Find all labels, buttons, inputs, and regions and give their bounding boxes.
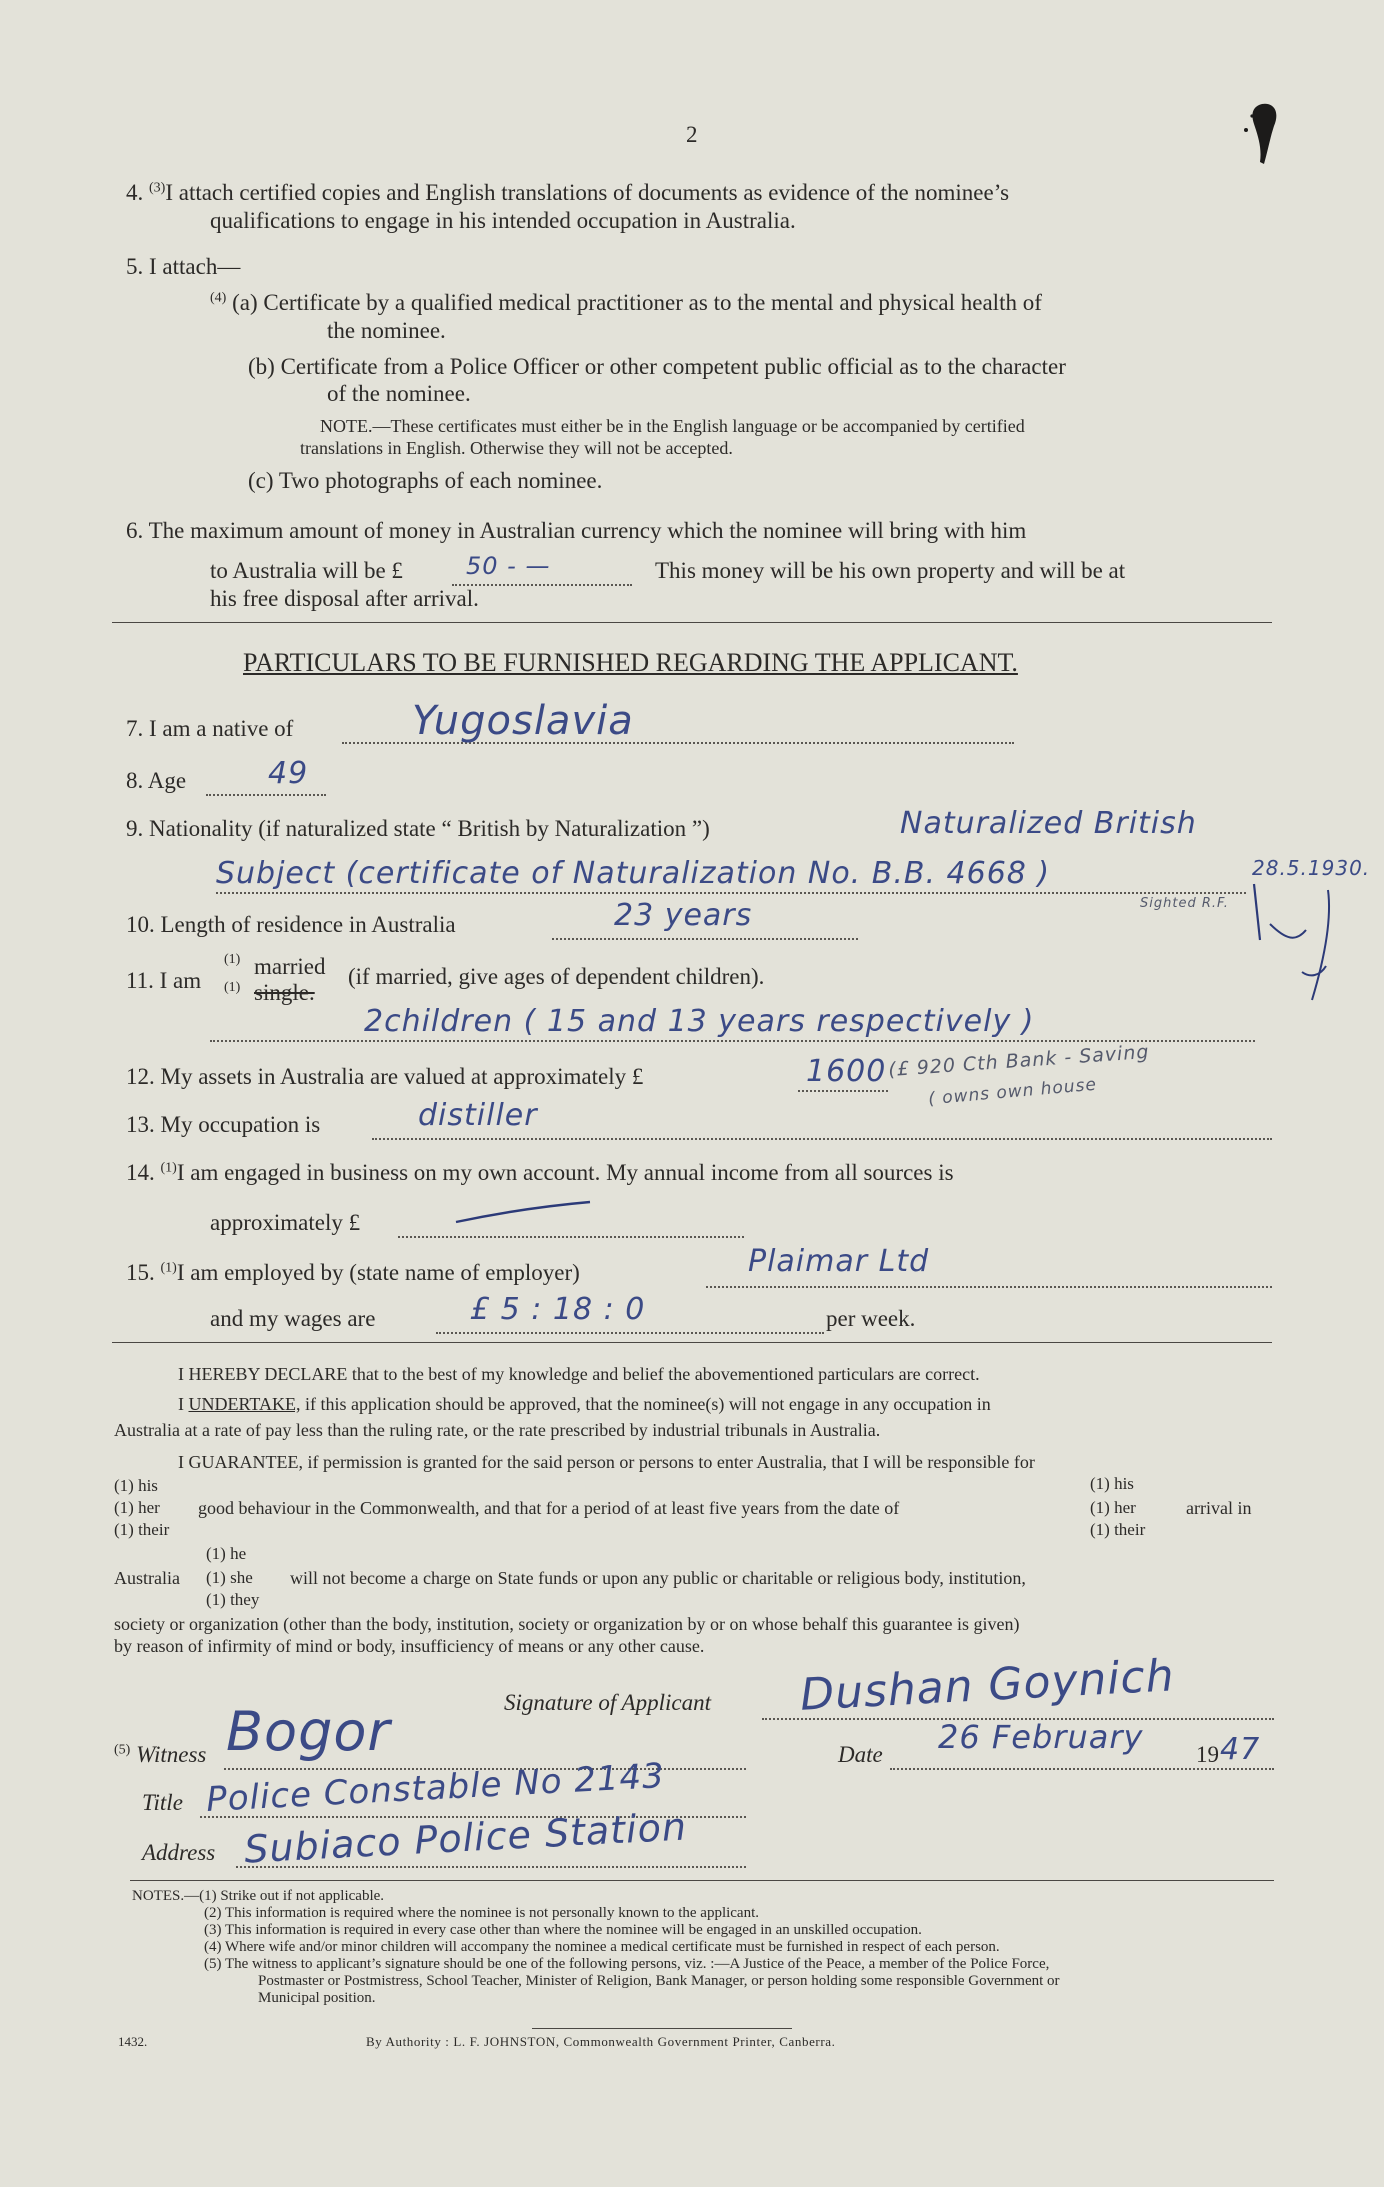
item10-label: 10. Length of residence in Australia [126, 912, 456, 937]
item14-dash-mark-icon [454, 1198, 594, 1228]
item8-value: 49 [268, 756, 309, 791]
item11-label-pre: 11. I am [126, 968, 202, 993]
item11-sup-married: (1) [224, 952, 241, 967]
divider-4 [532, 2028, 792, 2029]
guarantee-charge: will not become a charge on State funds or upon any public or charitable or religious body, institution, [290, 1568, 1026, 1588]
item13-value: distiller [418, 1098, 538, 1133]
footer-form-number: 1432. [118, 2034, 148, 2049]
guarantee-his-right: (1) his [1090, 1474, 1134, 1493]
item11-value: 2children ( 15 and 13 years respectively ) [364, 1004, 1035, 1039]
item7-label: 7. I am a native of [126, 716, 294, 741]
guarantee-he: (1) he [206, 1544, 247, 1563]
item6-amount: 50 - — [466, 552, 551, 580]
item15-employer-dotted-line [706, 1286, 1272, 1288]
date-year-value: 47 [1220, 1732, 1261, 1767]
item14-line1: 14. $^{(1)}$I am engaged in business on my own account. My annual income from all sources is [126, 1160, 954, 1185]
item14-line2: approximately £ [210, 1210, 361, 1235]
guarantee-australia: Australia [114, 1568, 180, 1588]
footer-authority: By Authority : L. F. JOHNSTON, Commonwealth Government Printer, Canberra. [366, 2034, 836, 2049]
title-label: Title [142, 1790, 183, 1815]
divider-3 [130, 1880, 1274, 1881]
date-year-prefix: 19 [1196, 1742, 1219, 1767]
witness-label: $^{(5)}$ Witness [114, 1742, 207, 1767]
item5-note-line2: translations in English. Otherwise they will not be accepted. [300, 438, 733, 458]
signature-value: Dushan Goynich [798, 1650, 1176, 1721]
item4-line1: 4. $^{(3)}$I attach certified copies and English translations of documents as evidence of the nominee’s [126, 180, 1010, 205]
guarantee-his-left: (1) his [114, 1476, 158, 1495]
guarantee-they: (1) they [206, 1590, 260, 1609]
item6-line1: 6. The maximum amount of money in Australian currency which the nominee will bring with him [126, 518, 1027, 543]
item13-label: 13. My occupation is [126, 1112, 321, 1137]
item5-intro: 5. I attach— [126, 254, 241, 279]
declaration-declare: I HEREBY DECLARE that to the best of my knowledge and belief the abovementioned particulars are correct. [178, 1364, 980, 1384]
item5-a-line1: $^{(4)}$ (a) Certificate by a qualified medical practitioner as to the mental and physical health of [210, 290, 1042, 315]
item5-b-line2: of the nominee. [327, 381, 471, 406]
note-2: (2) This information is required where the nominee is not personally known to the applicant. [204, 1905, 760, 1921]
item9-margin-small: Sighted R.F. [1140, 896, 1229, 911]
item11-opt-married: married [254, 954, 326, 979]
guarantee-her-left: (1) her [114, 1498, 160, 1517]
note-head: NOTES.—(1) Strike out if not applicable. [132, 1888, 385, 1904]
item12-dotted-line [798, 1090, 888, 1092]
item4-line2: qualifications to engage in his intended occupation in Australia. [210, 208, 796, 233]
item11-label-post: (if married, give ages of dependent children). [348, 964, 765, 989]
item10-value: 23 years [614, 898, 753, 933]
ink-blot-icon [1240, 100, 1290, 170]
item8-label: 8. Age [126, 768, 187, 793]
item9-dotted-line [216, 892, 1246, 894]
item11-opt-single: single. [254, 980, 315, 1005]
date-dotted-line [890, 1768, 1274, 1770]
address-value: Subiaco Police Station [243, 1804, 688, 1872]
item9-margin-note: 28.5.1930. [1252, 856, 1371, 880]
guarantee-her-right: (1) her [1090, 1498, 1136, 1517]
item10-dotted-line [552, 938, 858, 940]
item6-line2b: This money will be his own property and will be at [655, 558, 1126, 583]
initials-mark-icon [1240, 880, 1360, 1010]
item15-label: 15. $^{(1)}$I am employed by (state name of employer) [126, 1260, 580, 1285]
item8-dotted-line [206, 794, 326, 796]
date-label: Date [838, 1742, 883, 1767]
item9-label: 9. Nationality (if naturalized state “ British by Naturalization ”) [126, 816, 710, 841]
item6-dotted-line [452, 584, 632, 586]
note-3: (3) This information is required in every case other than where the nominee will be engaged in an unskilled occupation. [204, 1922, 922, 1938]
item12-margin-note1: (£ 920 Cth Bank - Saving [887, 1040, 1151, 1082]
item5-a-line2: the nominee. [327, 318, 446, 343]
item6-line3: his free disposal after arrival. [210, 586, 479, 611]
item15-per-week: per week. [826, 1306, 916, 1331]
item12-label: 12. My assets in Australia are valued at approximately £ [126, 1064, 644, 1089]
item6-line2a: to Australia will be £ [210, 558, 403, 583]
item12-margin-note2: ( owns own house [927, 1074, 1098, 1110]
item9-value-line1: Naturalized British [900, 806, 1197, 841]
item12-value: 1600 [806, 1054, 887, 1089]
item15-wages-dotted-line [436, 1332, 824, 1334]
item11-sup-single: (1) [224, 980, 241, 995]
item5-b-line1: (b) Certificate from a Police Officer or other competent public official as to the character [248, 354, 1066, 379]
section-heading: PARTICULARS TO BE FURNISHED REGARDING THE APPLICANT. [243, 648, 1018, 677]
divider-1 [112, 622, 1272, 623]
item7-value: Yugoslavia [412, 698, 634, 744]
declaration-undertake-line2: Australia at a rate of pay less than the ruling rate, or the rate prescribed by industrial tribunals in Australia. [114, 1420, 881, 1440]
page-number: 2 [686, 122, 698, 147]
item15-employer: Plaimar Ltd [748, 1244, 930, 1279]
guarantee-she: (1) she [206, 1568, 253, 1587]
item15-wages: £ 5 : 18 : 0 [470, 1292, 646, 1327]
item14-dotted-line [398, 1236, 744, 1238]
divider-2 [112, 1342, 1272, 1343]
guarantee-society: society or organization (other than the body, institution, society or organization by or on whose behalf this guarantee is given) [114, 1614, 1020, 1634]
witness-value: Bogor [226, 1700, 391, 1763]
item13-dotted-line [372, 1138, 1272, 1140]
note-5b: Postmaster or Postmistress, School Teacher, Minister of Religion, Bank Manager, or person holding some responsible Government or [258, 1973, 1060, 1989]
note-5a: (5) The witness to applicant’s signature should be one of the following persons, viz. :—A Justice of the Peace, a member of the Police Force, [204, 1956, 1050, 1972]
item11-dotted-line [210, 1040, 1255, 1042]
date-value: 26 February [938, 1718, 1144, 1756]
address-label: Address [142, 1840, 216, 1865]
declaration-undertake: I UNDERTAKE, if this application should be approved, that the nominee(s) will not engage in any occupation in [178, 1394, 991, 1414]
guarantee-reason: by reason of infirmity of mind or body, insufficiency of means or any other cause. [114, 1636, 705, 1656]
item9-value-line2: Subject (certificate of Naturalization No. B.B. 4668 ) [216, 856, 1051, 891]
signature-label: Signature of Applicant [504, 1690, 711, 1715]
declaration-guarantee-line1: I GUARANTEE, if permission is granted for the said person or persons to enter Australia, that I will be responsible for [178, 1452, 1035, 1472]
note-5c: Municipal position. [258, 1990, 376, 2006]
guarantee-their-left: (1) their [114, 1520, 170, 1539]
item15-wages-label: and my wages are [210, 1306, 376, 1331]
guarantee-good-behaviour: good behaviour in the Commonwealth, and that for a period of at least five years from the date of [198, 1498, 900, 1518]
note-4: (4) Where wife and/or minor children will accompany the nominee a medical certificate must be furnished in respect of each person. [204, 1939, 1000, 1955]
item5-note-line1: NOTE.—These certificates must either be in the English language or be accompanied by certified [320, 416, 1025, 436]
title-value: Police Constable No 2143 [205, 1756, 666, 1820]
item5-c-line: (c) Two photographs of each nominee. [248, 468, 603, 493]
guarantee-their-right: (1) their [1090, 1520, 1146, 1539]
guarantee-arrival-in: arrival in [1186, 1498, 1252, 1518]
